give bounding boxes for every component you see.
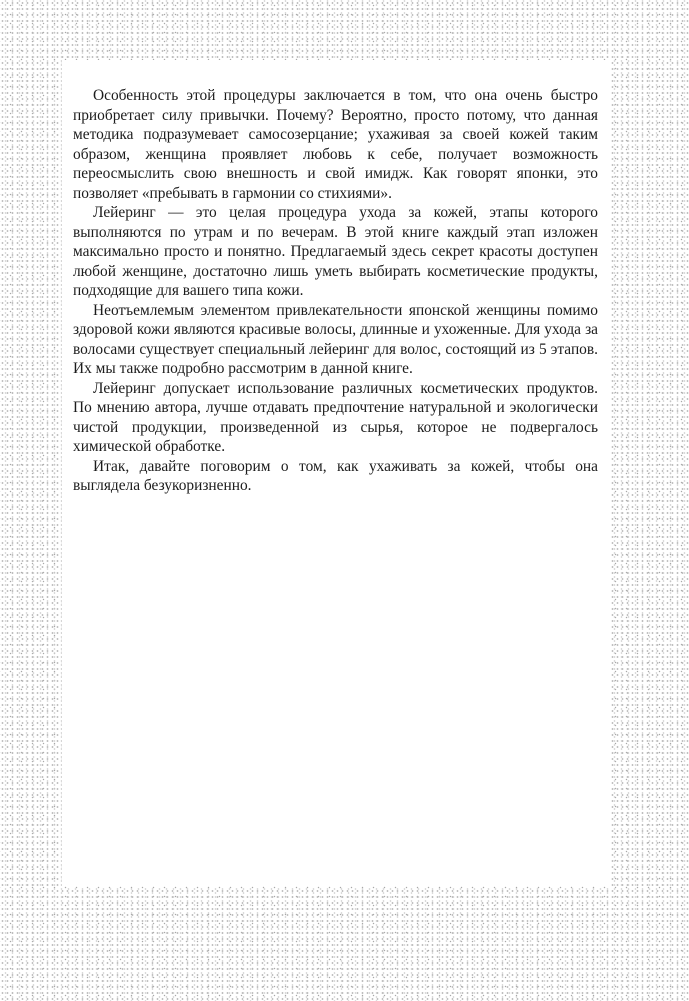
paragraph-products: Лейеринг допускает использование различных косметических продуктов. По мнению автора, лучше отдавать предпочтение натуральной и экологически чистой продукции, произведенной из сырья, которое не подвергалось химической обработке. [73,379,598,455]
paragraph-layering-definition: Лейеринг — это целая процедура ухода за кожей, этапы которого выполняются по утрам и по вечерам. В этой книге каждый этап изложен максимально просто и понятно. Предлагаемый здесь секрет красоты доступен любой женщине, достаточно лишь уметь выбирать косметические продукты, подходящие для вашего типа кожи. [73,204,598,299]
paragraph-conclusion: Итак, давайте поговорим о том, как ухаживать за кожей, чтобы она выглядела безукоризненно. [73,457,598,494]
page-text-block [73,86,598,496]
paragraph-hair-care: Неотъемлемым элементом привлекательности японской женщины помимо здоровой кожи являются красивые волосы, длинные и ухоженные. Для ухода за волосами существует специальный лейеринг для волос, состоящий из 5 этапов. Их мы также подробно рассмотрим в данной книге. [73,301,598,377]
paragraph-habit: Особенность этой процедуры заключается в том, что она очень быстро приобретает силу привычки. Почему? Вероятно, просто потому, что данная методика подразумевает самосозерцание; ухаживая за своей кожей таким образом, женщина проявляет любовь к себе, получает возможность переосмыслить свою внешность и свой имидж. Как говорят японки, это позволяет «пребывать в гармонии со стихиями». [73,87,598,202]
